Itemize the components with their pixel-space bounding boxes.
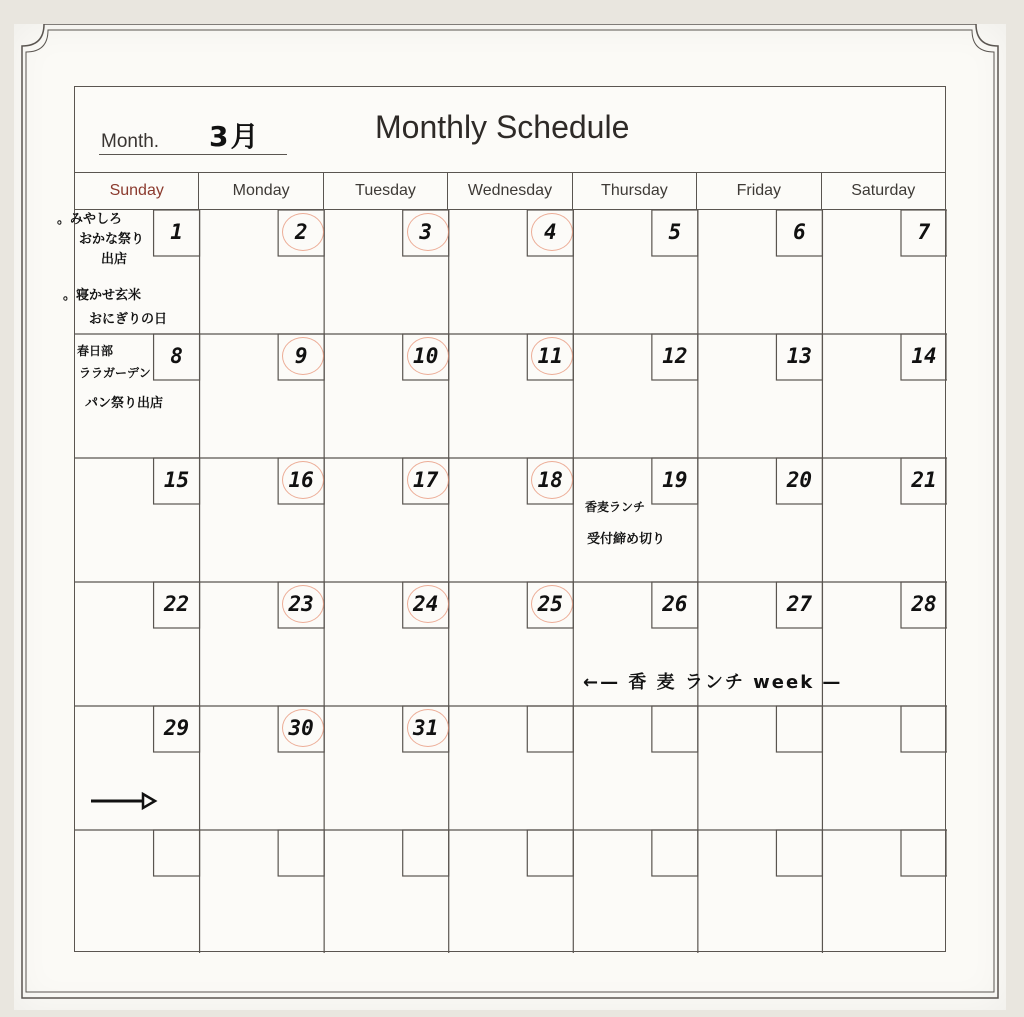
weekday-saturday: Saturday <box>821 173 945 209</box>
date-number: 20 <box>786 468 813 492</box>
note-week-arrow: ←— 香 麦 ランチ week — <box>583 672 843 693</box>
weekday-monday: Monday <box>198 173 322 209</box>
date-box <box>154 830 200 876</box>
date-number: 27 <box>786 592 813 616</box>
date-box <box>652 830 698 876</box>
weekday-friday: Friday <box>696 173 820 209</box>
date-number: 31 <box>413 716 439 740</box>
date-number: 14 <box>911 344 937 368</box>
date-number: 22 <box>163 592 190 616</box>
date-number: 1 <box>170 220 183 244</box>
date-box <box>403 830 449 876</box>
date-number: 25 <box>537 592 563 616</box>
date-number: 9 <box>294 344 308 368</box>
month-label: Month. <box>101 131 160 152</box>
date-number: 8 <box>170 344 183 368</box>
note-sunday8-line1: 春日部 <box>77 344 114 358</box>
note-sunday1b-line2: おにぎりの日 <box>89 312 168 327</box>
date-number: 21 <box>911 468 937 492</box>
weekday-wednesday: Wednesday <box>447 173 571 209</box>
date-number: 4 <box>543 220 557 244</box>
date-number: 5 <box>668 220 682 244</box>
date-box <box>527 830 573 876</box>
weekday-thursday: Thursday <box>572 173 696 209</box>
date-number: 11 <box>537 344 563 368</box>
date-box <box>776 830 822 876</box>
date-number: 15 <box>163 468 190 492</box>
date-number: 23 <box>288 592 314 616</box>
date-box <box>776 706 822 752</box>
date-box <box>527 706 573 752</box>
date-number: 29 <box>163 716 190 740</box>
date-number: 13 <box>786 344 813 368</box>
date-number: 30 <box>288 716 314 740</box>
date-number: 28 <box>911 592 937 616</box>
date-box <box>652 706 698 752</box>
date-number: 24 <box>413 592 439 616</box>
note-sunday8-line2: ララガーデン <box>79 366 151 380</box>
date-number: 16 <box>288 468 314 492</box>
date-number: 12 <box>662 344 688 368</box>
arrow-right-icon <box>89 789 159 813</box>
calendar-sheet <box>57 86 946 952</box>
date-number: 3 <box>419 220 433 244</box>
note-sunday1-line2: おかな祭り <box>79 232 145 247</box>
note-thursday19-line2: 受付締め切り <box>587 532 666 547</box>
date-box <box>901 706 947 752</box>
note-sunday1-line1: 。みやしろ <box>57 212 123 227</box>
weekday-tuesday: Tuesday <box>323 173 447 209</box>
date-number: 10 <box>413 344 439 368</box>
date-number: 17 <box>413 468 439 492</box>
date-number: 2 <box>294 220 308 244</box>
date-number: 26 <box>662 592 688 616</box>
calendar-grid <box>75 87 947 953</box>
date-box <box>278 830 324 876</box>
date-number: 6 <box>793 220 806 244</box>
note-sunday1-line3: 出店 <box>101 252 128 267</box>
date-number: 19 <box>662 468 688 492</box>
date-number: 18 <box>537 468 563 492</box>
note-sunday8-line3: パン祭り出店 <box>85 396 164 411</box>
month-value: 3月 <box>209 120 261 153</box>
weekday-sunday: Sunday <box>109 182 164 199</box>
date-box <box>901 830 947 876</box>
date-number: 7 <box>917 220 931 244</box>
note-sunday1b-line1: 。寝かせ玄米 <box>63 288 142 303</box>
note-thursday19-line1: 香麦ランチ <box>585 500 646 514</box>
page-title: Monthly Schedule <box>375 109 630 145</box>
